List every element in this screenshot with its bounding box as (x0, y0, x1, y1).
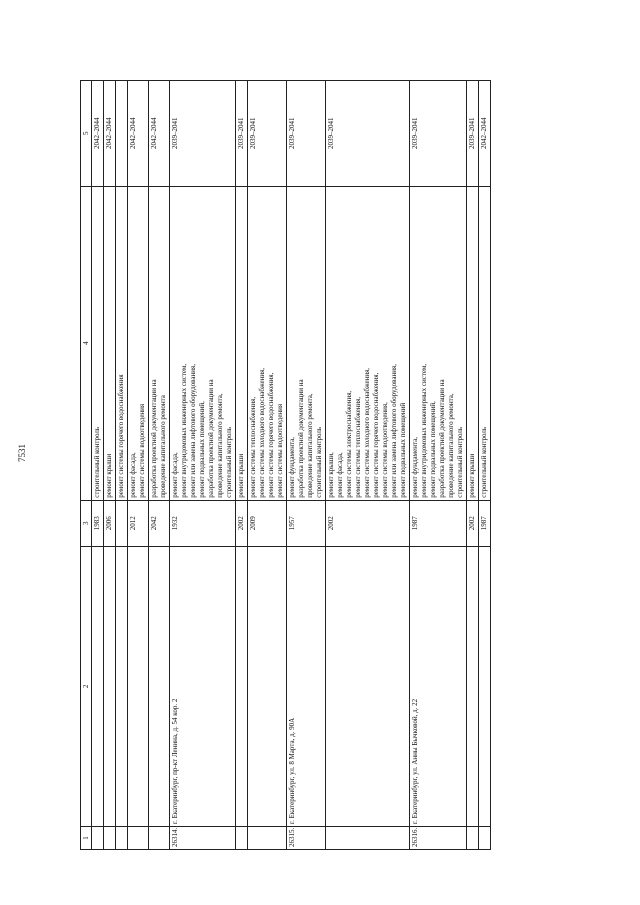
row-number (248, 826, 287, 849)
year-cell: 2002 (467, 500, 479, 546)
row-number (236, 826, 248, 849)
work-cell (170, 186, 236, 500)
row-number (116, 826, 128, 849)
work-cell (410, 186, 467, 500)
period-cell: 2042–2044 (92, 81, 104, 187)
work-line: ремонт фасада, (129, 452, 137, 498)
year-cell: 1983 (92, 500, 104, 546)
table-row (92, 81, 104, 850)
work-line: ремонт системы теплоснабжения, (354, 396, 362, 498)
table-row (149, 81, 170, 850)
row-number: 26315. (287, 826, 326, 849)
work-line: ремонт системы водоотведения (138, 403, 146, 498)
work-line: ремонт внутридомовых инженерных систем, (180, 363, 188, 498)
year-cell: 1987 (479, 500, 491, 546)
address-cell (149, 546, 170, 826)
period-cell: 2039–2041 (287, 81, 326, 187)
year-cell: 2009 (248, 500, 287, 546)
work-line: проведение капитального ремонта (159, 395, 167, 498)
work-cell (467, 186, 479, 500)
year-cell (116, 500, 128, 546)
period-cell: 2039–2041 (326, 81, 410, 187)
work-line: строительный контроль (456, 426, 464, 498)
work-cell (479, 186, 491, 500)
work-line: ремонт фасада, (171, 452, 179, 498)
year-cell: 2006 (104, 500, 116, 546)
work-line: ремонт подвальных помещений, (198, 401, 206, 498)
address-cell (104, 546, 116, 826)
work-line: строительный контроль (480, 426, 488, 498)
work-line: ремонт системы горячего водоснабжения, (267, 372, 275, 498)
work-line: ремонт крыши, (327, 452, 335, 498)
work-line: ремонт системы горячего водоснабжения (117, 374, 125, 498)
address-cell (92, 546, 104, 826)
work-line: ремонт крыши (468, 453, 476, 498)
work-line: ремонт крыши (105, 453, 113, 498)
column-header-5: 5 (81, 81, 92, 187)
table-row (467, 81, 479, 850)
address-cell: г. Екатеринбург, ул. Анны Бычковой, д. 22 (410, 546, 467, 826)
period-cell: 2042–2044 (128, 81, 149, 187)
work-cell (149, 186, 170, 500)
work-line: разработка проектной документации на (150, 379, 158, 498)
row-number (467, 826, 479, 849)
work-cell (236, 186, 248, 500)
capital-repair-table (80, 80, 491, 850)
table-row (116, 81, 128, 850)
work-line: ремонт подвальных помещений (399, 402, 407, 498)
period-cell: 2042–2044 (479, 81, 491, 187)
address-cell (467, 546, 479, 826)
page-number: 7531 (17, 444, 27, 462)
work-cell (326, 186, 410, 500)
header-row (81, 81, 92, 850)
year-cell: 1987 (410, 500, 467, 546)
period-cell: 2039–2041 (170, 81, 236, 187)
work-line: ремонт системы горячего водоснабжения, (372, 372, 380, 498)
work-line: ремонт системы теплоснабжения, (249, 396, 257, 498)
work-line: ремонт системы водоотведения (276, 403, 284, 498)
work-line: проведение капитального ремонта, (447, 393, 455, 498)
work-line: ремонт подвальных помещений, (429, 401, 437, 498)
year-cell: 2042 (149, 500, 170, 546)
work-cell (248, 186, 287, 500)
column-header-3: 3 (81, 500, 92, 546)
address-cell: г. Екатеринбург, ул. 8 Марта, д. 90А (287, 546, 326, 826)
work-line: ремонт фундамента, (288, 437, 296, 498)
address-cell (248, 546, 287, 826)
address-cell (236, 546, 248, 826)
column-header-2: 2 (81, 546, 92, 826)
work-line: ремонт системы холодного водоснабжения, (363, 367, 371, 498)
work-cell (116, 186, 128, 500)
period-cell: 2042–2044 (149, 81, 170, 187)
row-number (128, 826, 149, 849)
work-line: строительный контроль (315, 426, 323, 498)
table-row (170, 81, 236, 850)
work-cell (92, 186, 104, 500)
year-cell: 2002 (326, 500, 410, 546)
column-header-1: 1 (81, 826, 92, 849)
table-row (128, 81, 149, 850)
period-cell: 2039–2041 (467, 81, 479, 187)
year-cell: 2002 (236, 500, 248, 546)
rotated-page (80, 80, 600, 850)
work-line: строительный контроль (93, 426, 101, 498)
address-cell: г. Екатеринбург, пр-кт Ленина, д. 54 кор. 2 (170, 546, 236, 826)
period-cell: 2039–2041 (236, 81, 248, 187)
work-line: ремонт системы водоотведения, (381, 402, 389, 498)
column-header-4: 4 (81, 186, 92, 500)
period-cell: 2039–2041 (248, 81, 287, 187)
period-cell (116, 81, 128, 187)
year-cell: 1932 (170, 500, 236, 546)
work-line: проведение капитального ремонта, (216, 393, 224, 498)
work-line: ремонт крыши (237, 453, 245, 498)
address-cell (128, 546, 149, 826)
row-number (92, 826, 104, 849)
work-line: ремонт внутридомовых инженерных систем, (420, 363, 428, 498)
work-line: ремонт фундамента, (411, 437, 419, 498)
row-number (149, 826, 170, 849)
work-line: ремонт или замена лифтового оборудования, (390, 364, 398, 498)
period-cell: 2039–2041 (410, 81, 467, 187)
work-line: ремонт или замена лифтового оборудования, (189, 364, 197, 498)
work-cell (287, 186, 326, 500)
address-cell (479, 546, 491, 826)
row-number: 26316. (410, 826, 467, 849)
row-number (479, 826, 491, 849)
table-row (287, 81, 326, 850)
address-cell (116, 546, 128, 826)
work-line: строительный контроль (225, 426, 233, 498)
work-line: ремонт системы электроснабжения, (345, 390, 353, 498)
work-line: разработка проектной документации на (207, 379, 215, 498)
table-row (410, 81, 467, 850)
work-cell (128, 186, 149, 500)
address-cell (326, 546, 410, 826)
work-line: разработка проектной документации на (438, 379, 446, 498)
year-cell: 2012 (128, 500, 149, 546)
row-number (326, 826, 410, 849)
period-cell: 2042–2044 (104, 81, 116, 187)
table-row (479, 81, 491, 850)
work-line: ремонт системы холодного водоснабжения, (258, 367, 266, 498)
work-line: проведение капитального ремонта, (306, 393, 314, 498)
table-body (92, 81, 491, 850)
table-row (104, 81, 116, 850)
work-cell (104, 186, 116, 500)
work-line: ремонт фасада, (336, 452, 344, 498)
row-number: 26314. (170, 826, 236, 849)
work-line: разработка проектной документации на (297, 379, 305, 498)
table-row (326, 81, 410, 850)
row-number (104, 826, 116, 849)
table-row (236, 81, 248, 850)
table-row (248, 81, 287, 850)
year-cell: 1957 (287, 500, 326, 546)
